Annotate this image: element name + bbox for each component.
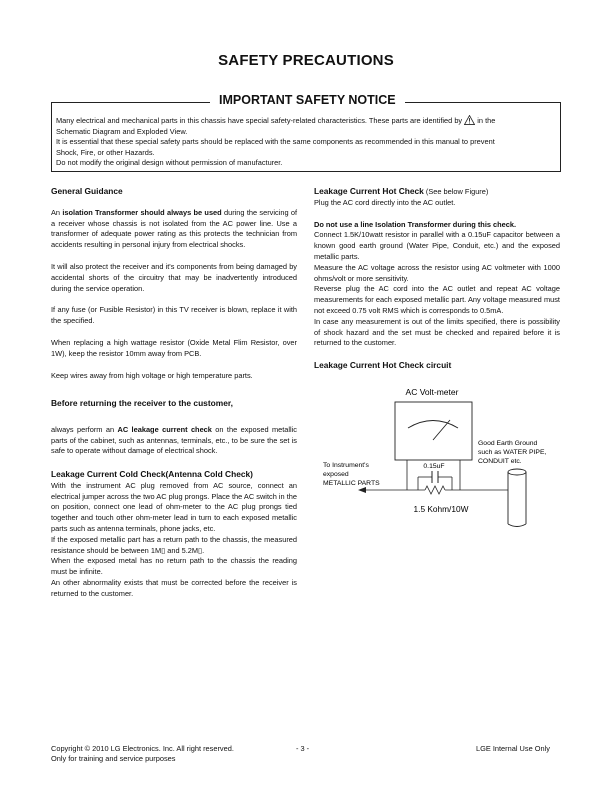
meter-needle — [433, 420, 450, 440]
hot-check-p1: Connect 1.5K/10watt resistor in parallel with a 0.15uF capacitor between a known good earth ground (Water Pipe, Conduit, etc.) and the exposed metallic parts. — [314, 230, 560, 261]
meter-scale-arc — [408, 421, 458, 429]
resistor-symbol — [425, 486, 445, 494]
page-title: SAFETY PRECAUTIONS — [218, 52, 394, 69]
page-number: - 3 - — [296, 744, 310, 753]
general-p4: When replacing a high wattage resistor (Oxide Metal Flim Resistor, over 1W), keep the resistor 10mm away from PCB. — [51, 337, 297, 358]
notice-line-3: It is essential that these special safety parts should be replaced with the same components as recommended in this manual to prevent — [56, 137, 495, 147]
cold-check-heading: Leakage Current Cold Check(Antenna Cold Check) — [51, 469, 253, 479]
water-pipe-bottom — [508, 524, 526, 527]
arrow-left-icon — [358, 487, 366, 493]
hot-check-p2: Measure the AC voltage across the resistor using AC voltmeter with 1000 ohms/volt or more sensitivity. — [314, 262, 560, 283]
capacitor-label: 0.15uF — [423, 463, 445, 470]
water-pipe-top — [508, 469, 526, 475]
water-pipe — [508, 472, 526, 524]
before-return-p: always perform an AC leakage current check on the exposed metallic parts of the cabinet, such as antennas, terminals, etc., to be sure the set is safe to operate without damage of electrical shock. — [51, 424, 298, 456]
footer-internal: LGE Internal Use Only — [476, 744, 550, 753]
footer-left — [51, 744, 234, 764]
cold-check-p1: With the instrument AC plug removed from AC source, connect an electrical jumper across the two AC plug prongs. Place the AC switch in the on position, connect one lead of ohm-meter to the AC plug prongs tied together and touch other ohm-meter lead in turn to each exposed metallic parts such as antenna terminals, phone jacks, etc. — [51, 480, 297, 533]
voltmeter-box — [395, 402, 472, 460]
notice-line-4: Shock, Fire, or other Hazards. — [56, 147, 155, 157]
hot-check-heading: Leakage Current Hot Check — [314, 186, 424, 196]
general-p3: If any fuse (or Fusible Resistor) in this TV receiver is blown, replace it with the specified. — [51, 305, 297, 326]
hot-check-warning: Do not use a line Isolation Transformer during this check. — [314, 219, 517, 229]
hot-check-p0: Plug the AC cord directly into the AC outlet. — [314, 197, 456, 207]
notice-line-2: Schematic Diagram and Exploded View. — [56, 126, 188, 136]
general-p2: It will also protect the receiver and it's components from being damaged by accidental shorts of the circuitry that may be inadvertently introduced during the service operation. — [51, 261, 297, 293]
notice-line-1b: in the — [477, 116, 496, 125]
notice-line-1a: Many electrical and mechanical parts in this chassis have special safety-related characteristics. These parts are identified by — [56, 116, 463, 125]
cold-check-p3: When the exposed metal has no return path to the chassis the reading must be infinite. — [51, 556, 297, 577]
notice-line-5: Do not modify the original design without permission of manufacturer. — [56, 158, 283, 168]
ground-label: Good Earth Ground such as WATER PIPE, CONDUIT etc. — [478, 440, 547, 465]
before-return-heading: Before returning the receiver to the customer, — [51, 398, 233, 408]
footer-training: Only for training and service purposes — [51, 754, 176, 763]
cold-check-p2: If the exposed metallic part has a return path to the chassis, the measured resistance should be between 1M▯ and 5.2M▯. — [51, 534, 297, 555]
general-guidance-heading: General Guidance — [51, 186, 123, 196]
resistor-label: 1.5 Kohm/10W — [413, 504, 469, 514]
left-terminal-label: To Instrument's exposed METALLIC PARTS — [323, 462, 380, 487]
meter-label: AC Volt-meter — [405, 387, 459, 397]
notice-heading: IMPORTANT SAFETY NOTICE — [210, 93, 405, 107]
hot-check-p3: Reverse plug the AC cord into the AC outlet and repeat AC voltage measurements for each exposed metallic part. Any voltage measured must not exceed 0.75 volt RMS which is corresponds to 0.5mA. — [314, 284, 560, 315]
general-p5: Keep wires away from high voltage or high temperature parts. — [51, 370, 253, 380]
circuit-heading: Leakage Current Hot Check circuit — [314, 360, 452, 371]
cold-check-p4: An other abnormality exists that must be corrected before the receiver is returned to the customer. — [51, 577, 297, 598]
general-p1: An isolation Transformer should always be used during the servicing of a receiver whose chassis is not isolated from the AC power line. Use a transformer of adequate power rating as this protects the technician from accidents resulting in personal injury from electrical shocks. — [51, 207, 298, 250]
hot-check-p4: In case any measurement is out of the limits specified, there is possibility of shock hazard and the set must be checked and repaired before it is returned to the customer. — [314, 316, 560, 348]
hot-check-heading-note: (See below Figure) — [423, 187, 489, 196]
footer-copyright: Copyright © 2010 LG Electronics. Inc. All right reserved. — [51, 744, 234, 753]
